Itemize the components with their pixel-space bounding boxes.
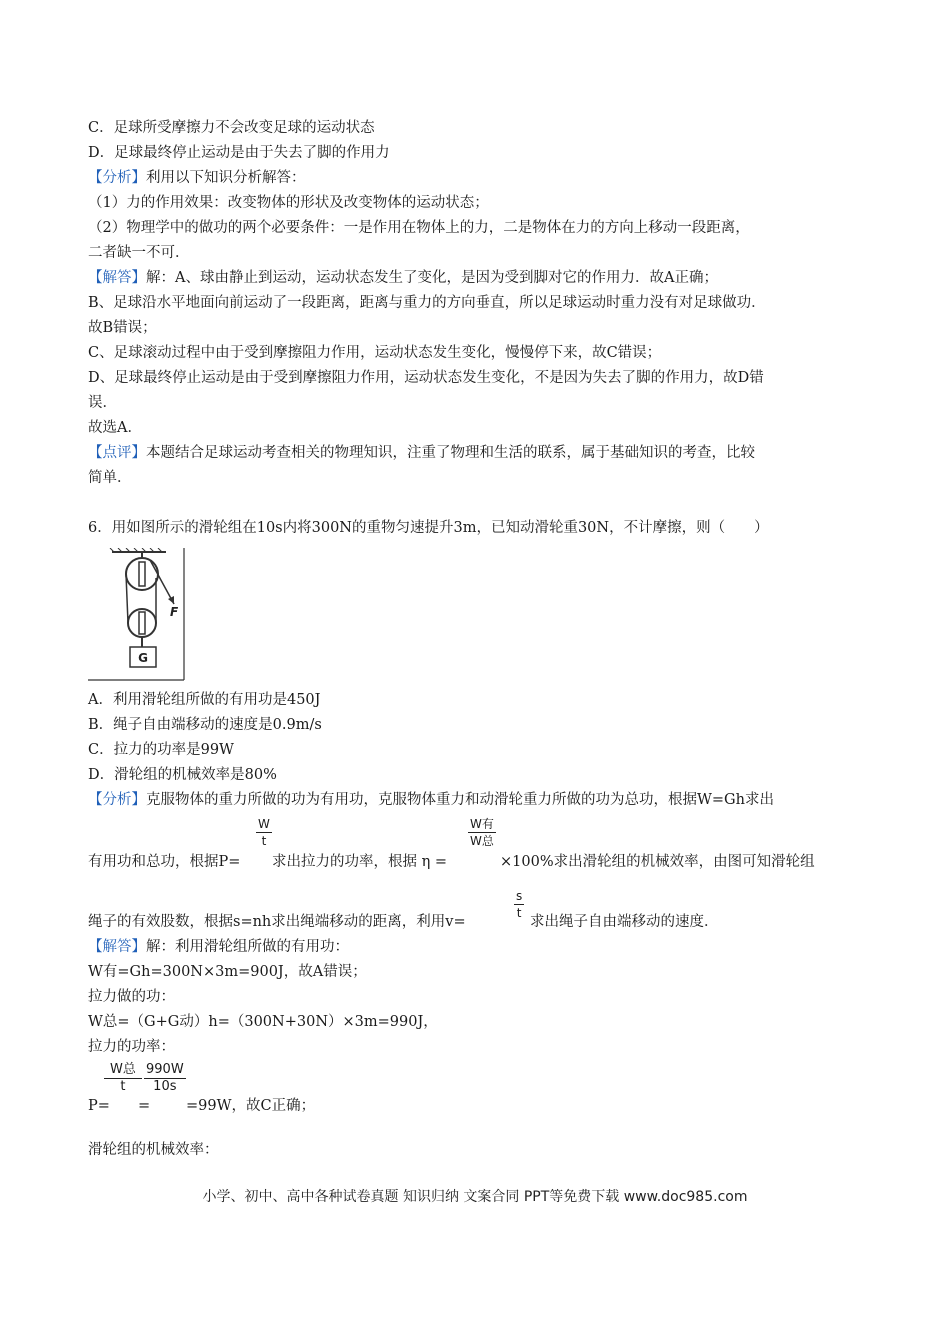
ceiling <box>110 548 166 552</box>
load-label: G <box>138 651 148 665</box>
prev-answer-d2: 误． <box>88 395 117 411</box>
prev-option-d: D．足球最终停止运动是由于失去了脚的作用力 <box>88 145 390 161</box>
q6-analysis <box>88 790 774 810</box>
frac-num: s <box>516 889 523 903</box>
prev-answer-b2: 故B错误； <box>88 320 157 336</box>
answer-useful-work: W有=Gh=300N×3m=900J，故A错误； <box>88 964 367 980</box>
answer-line-1: 解：利用滑轮组所做的有用功： <box>146 939 349 955</box>
comment-text: 本题结合足球运动考查相关的物理知识，注重了物理和生活的联系，属于基础知识的考查，比较 <box>146 445 755 461</box>
prev-answer-d1: D、足球最终停止运动是由于受到摩擦阻力作用，运动状态发生变化，不是因为失去了脚的作用力，故D错 <box>88 370 764 386</box>
analysis-line-3a: 绳子的有效股数，根据s=nh求出绳端移动的距离，利用v= <box>88 914 466 930</box>
analysis-line-2c: ×100%求出滑轮组的机械效率，由图可知滑轮组 <box>500 854 815 870</box>
power-eq: = <box>138 1098 151 1114</box>
frac-den: W总 <box>470 834 494 848</box>
question-6-option-b: B．绳子自由端移动的速度是0.9m/s <box>88 717 322 733</box>
frac-den: t <box>516 906 522 920</box>
frac-den: 10s <box>153 1079 177 1094</box>
question-6-option-a: A．利用滑轮组所做的有用功是450J <box>88 692 321 708</box>
frac-num: W有 <box>470 817 494 831</box>
analysis-tag: 【分析】 <box>88 792 146 808</box>
pulley-figure <box>88 548 188 682</box>
answer-total-work: W总=（G+G动）h=（300N+30N）×3m=990J， <box>88 1014 438 1030</box>
frac-num: W总 <box>104 1062 142 1079</box>
page-footer: 小学、初中、高中各种试卷真题 知识归纳 文案合同 PPT等免费下载 www.doc985.com <box>202 1189 748 1205</box>
frac-num: 990W <box>146 1062 184 1077</box>
frac-den: t <box>261 834 267 848</box>
analysis-line-3b: 求出绳子自由端移动的速度． <box>530 914 719 930</box>
question-6-option-c: C．拉力的功率是99W <box>88 742 234 758</box>
question-6-stem: 6．用如图所示的滑轮组在10s内将300N的重物匀速提升3m，已知动滑轮重30N，不计摩擦，则（ ） <box>88 520 769 536</box>
fraction-efficiency <box>468 816 496 849</box>
prev-point-2a: （2）物理学中的做功的两个必要条件：一是作用在物体上的力，二是物体在力的方向上移动一段距离， <box>88 220 750 236</box>
analysis-tag: 【分析】 <box>88 170 146 186</box>
answer-line-3: 拉力做的功： <box>88 989 175 1005</box>
fraction-power-2 <box>144 1062 186 1095</box>
fraction-s-over-t <box>514 888 524 921</box>
fraction-power-1 <box>104 1062 142 1095</box>
analysis-line-2a: 有用功和总功，根据P= <box>88 854 241 870</box>
force-label: F <box>170 605 179 619</box>
answer-tag: 【解答】 <box>88 939 146 955</box>
prev-option-c: C．足球所受摩擦力不会改变足球的运动状态 <box>88 120 375 136</box>
prev-comment-2: 简单． <box>88 470 132 486</box>
answer-line-5: 拉力的功率： <box>88 1039 175 1055</box>
analysis-line-2b: 求出拉力的功率，根据 η = <box>272 854 448 870</box>
question-6-option-d: D．滑轮组的机械效率是80% <box>88 767 277 783</box>
comment-tag: 【点评】 <box>88 445 146 461</box>
prev-answer-b1: B、足球沿水平地面向前运动了一段距离，距离与重力的方向垂直，所以足球运动时重力没有对足球做功． <box>88 295 766 311</box>
prev-answer <box>88 268 718 288</box>
prev-analysis <box>88 168 306 188</box>
fixed-pulley-axle <box>139 562 145 586</box>
prev-answer-c: C、足球滚动过程中由于受到摩擦阻力作用，运动状态发生变化，慢慢停下来，故C错误； <box>88 345 662 361</box>
q6-answer <box>88 937 349 957</box>
analysis-text: 利用以下知识分析解答： <box>146 170 306 186</box>
prev-choose: 故选A． <box>88 420 142 436</box>
frac-num: W <box>258 817 270 831</box>
answer-text: 解：A、球由静止到运动，运动状态发生了变化，是因为受到脚对它的作用力．故A正确； <box>146 270 718 286</box>
power-prefix: P= <box>88 1098 110 1114</box>
answer-efficiency-label: 滑轮组的机械效率： <box>88 1142 219 1158</box>
movable-pulley-axle <box>139 612 145 634</box>
power-suffix: =99W，故C正确； <box>186 1098 316 1114</box>
fraction-w-over-t <box>256 816 272 849</box>
prev-point-1: （1）力的作用效果：改变物体的形状及改变物体的运动状态； <box>88 195 489 211</box>
frac-den: t <box>120 1079 126 1094</box>
prev-point-2b: 二者缺一不可． <box>88 245 190 261</box>
prev-comment <box>88 443 755 463</box>
answer-tag: 【解答】 <box>88 270 146 286</box>
analysis-line-1: 克服物体的重力所做的功为有用功，克服物体重力和动滑轮重力所做的功为总功，根据W=Gh求出 <box>146 792 774 808</box>
